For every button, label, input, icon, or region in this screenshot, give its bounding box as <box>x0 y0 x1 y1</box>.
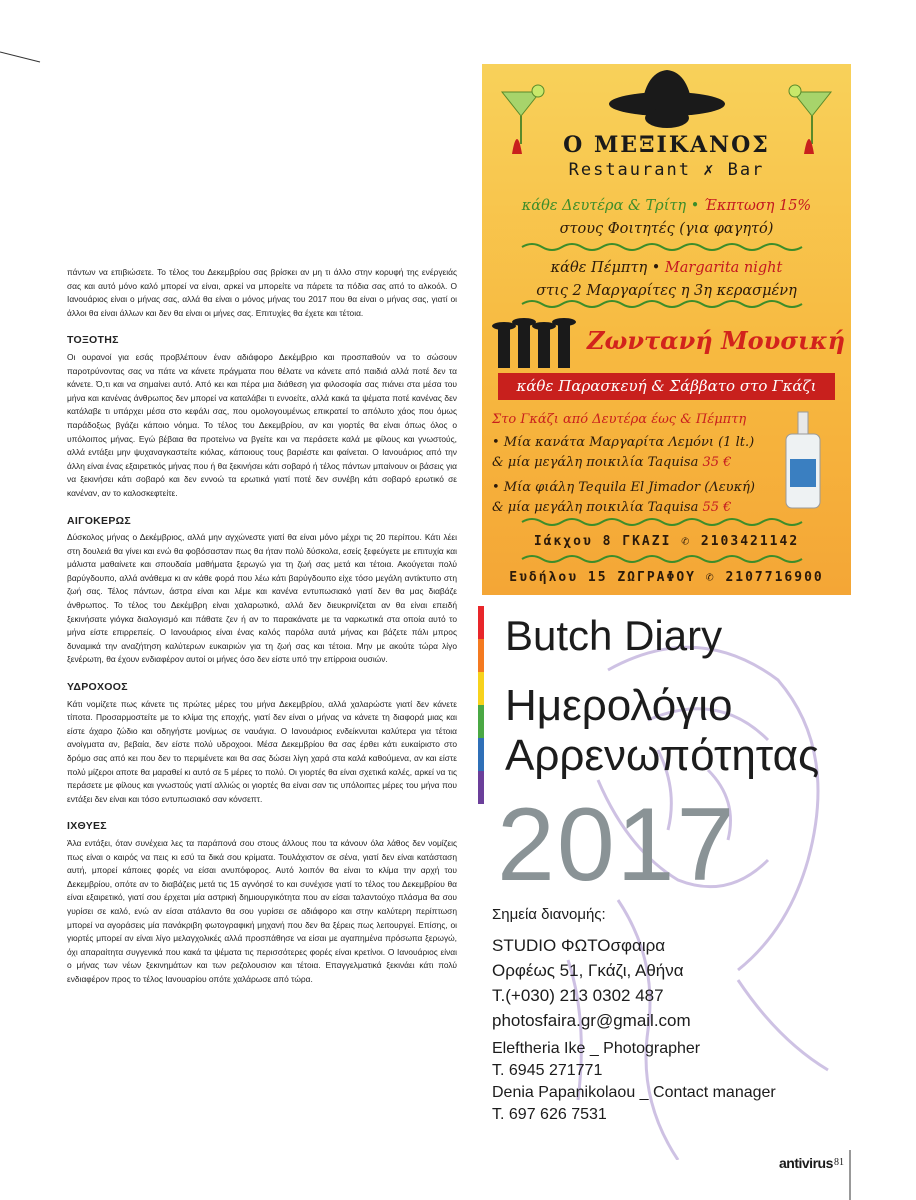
promo-line-3 <box>482 260 851 276</box>
photographer-name: Eleftheria Ike _ Photographer <box>492 1040 701 1057</box>
page-number: 81 <box>834 1157 844 1168</box>
greek-title-line-1: Ημερολόγιο <box>505 681 733 730</box>
aquarius-text: Κάτι νομίζετε πως κάνετε τις πρώτες μέρες του μήνα Δεκεμβρίου, αλλά χαλαρώστε γιατί δεν κάνετε τίποτα. Προσαρμοστείτε με το κλίμα της εποχής, γιατί δεν είναι ο μήνας να κάνετε τη διαφορά μιας και είστε άχαρο ζώδιο και οδηγήστε μονίμως σε ναυάγια. Ο Ιανουάριος ενδείκνυται καλύτερα για τέτοια ανοίγματα αν, βεβαία, δεν είστε πολύ υδροχοοι. Μέσα Δεκεμβρίου θα σας έρθει κάτι ευκαίριστο στο δρόμο σας από κει που δεν το περιμένετε και θα σας δώσει λίγη χαρά στα καλά καθούμενα, αν και είστε πολύ μίζεροι αποτε θα μαραθεί κι αυτό σε 5 μέρες το πολύ. Οι γιορτές θα είναι σχετικά καλές, αρκεί να τις περάσετε με φίλους και γνωστούς γιατί αλλιώς οι γιορτές θα είναι σαν τις υπόλοιπες μέρες του μήνα που εντάξει δεν είναι και τόσο εντυπωσιακό σαν κόνσεπτ. <box>67 698 457 804</box>
promo-margarita: Margarita night <box>664 260 783 276</box>
offer-1-line-2 <box>492 455 731 470</box>
offer-1-line-1: • Μία κανάτα Μαργαρίτα Λεμόνι (1 lt.) <box>492 435 755 450</box>
horoscope-column <box>67 266 457 987</box>
footer-rule <box>849 1150 853 1200</box>
address-gazi: Ιάκχου 8 ΓΚΑΖΙ ✆ 2103421142 <box>533 534 800 549</box>
capricorn-heading: ΑΙΓΟΚΕΡΩΣ <box>67 514 131 527</box>
mariachi-band-icon <box>492 318 576 368</box>
photographer-phone: Τ. 6945 271771 <box>492 1062 603 1079</box>
promo-line-1 <box>482 198 851 214</box>
address-zografou: Ευδήλου 15 ΖΩΓΡΑΦΟΥ ✆ 2107716900 <box>509 570 824 585</box>
aquarius-heading: ΥΔΡΟΧΟΟΣ <box>67 681 128 694</box>
pisces-heading: ΙΧΘΥΕΣ <box>67 820 107 833</box>
promo-line-4: στις 2 Μαργαρίτες η 3η κερασμένη <box>536 283 797 299</box>
studio-address: Ορφέως 51, Γκάζι, Αθήνα <box>492 961 684 980</box>
sagittarius-heading: ΤΟΞΟΤΗΣ <box>67 334 119 347</box>
magazine-logo: antivirus <box>779 1155 833 1171</box>
corner-decoration <box>0 0 60 70</box>
sagittarius-text: Οι ουρανοί για εσάς προβλέπουν έναν αδιάφορο Δεκέμβριο και προσπαθούν να το σώσουν παροτρύνοντας σας να πάτε να κάνετε πράγματα που θέλατε να κάνετε από παιδιά αλλά ποτέ δεν τα κάνετε. Ό,τι και να σημαίνει αυτό. Από κει και πέρα μια διάθεση για φιλοσοφία σας πιάνει στα μέσα του μήνα και κανένας άνθρωπος δεν μπορεί να καταλάβει τι εννοείτε, αλλά κακά τα ψέματα ποτέ κανένας δεν κατάλαβε τι υπάρχει μέσα στο κεφάλι σας, που ομολογουμένως επικρατεί το απόλυτο χάος που όμως παράδοξως βγάζει κάποιο νόημα. Το τέλος του Δεκεμβρίου, αν και γιορτές θα είναι όπως όλος ο υπόλοιπος μήνας. Εγώ βέβαια θα προτείνω να βγείτε και να περάσετε καλά με φίλους και γνωστούς, αλλά εντάξει μην ψυχαναγκαστείτε κιόλας, κάποιους τους βαριέστε και φαίνεται. Ο Ιανουάριος από την άλλη είναι ένας εξαιρετικός μήνας που ή θα ξεκινήσει κάτι σοβαρό ή τέλος πάντων μπαίνουν οι βάσεις για να ξεκινήσει κάτι σοβαρό και δεν εννοώ τα ερωτικά γιατί ποτέ δεν συνέβη κάτι σοβαρό ερωτικό σε κανέναν, αν το καλοσκεφτείτε. <box>67 351 457 498</box>
restaurant-name: Ο ΜΕΞΙΚΑΝΟΣ <box>563 132 770 158</box>
offer-2-text: & μία μεγάλη ποικιλία Taquisa <box>492 500 699 515</box>
promo-discount: Έκπτωση 15% <box>703 198 812 214</box>
distribution-label: Σημεία διανομής: <box>492 906 606 923</box>
manager-phone: Τ. 697 626 7531 <box>492 1106 607 1123</box>
intro-paragraph: πάντων να επιβιώσετε. Το τέλος του Δεκεμβρίου σας βρίσκει αν μη τι άλλο στην κορυφή της ενέργειάς σας και αυτό μόνο καλό μπορεί να είναι, αρκεί να μπορείτε να πάρετε τα πόδια σας από το αλκοόλ. Ο Ιανουάριος είναι ο μήνας σας, αλλά θα είναι ο μόνος μήνας του 2017 που θα είναι ο μήνας σας, γιατί οι άλλοι θα είναι άλλων και δεν θα είναι οι μήνες σας. Επιτυχίες θα έχετε και τέτοια. <box>67 267 457 318</box>
studio-email: photosfaira.gr@gmail.com <box>492 1011 691 1030</box>
offer-1-text: & μία μεγάλη ποικιλία Taquisa <box>492 455 699 470</box>
year-label: 2017 <box>497 787 737 903</box>
promo-days: κάθε Δευτέρα & Τρίτη • <box>521 198 700 214</box>
offer-2-price: 55 € <box>702 500 732 515</box>
restaurant-subtitle: Restaurant ✗ Bar <box>568 160 765 180</box>
studio-name: STUDIO ΦΩΤΟσφαιρα <box>492 936 666 955</box>
gazi-days: Στο Γκάζι από Δευτέρα έως & Πέμπτη <box>492 412 747 427</box>
pisces-text: Άλα εντάξει, όταν συνέχεια λες τα παράπονά σου στους άλλους που τα κάνουν όλα λάθος δεν νομίζεις πως είναι ο καιρός να πεις κι εσύ τα δικά σου κρίματα. Τουλάχιστον σε σένα, γιατί δεν είναι κατάσταση αυτή, μπορεί κάποιες φορές να είσαι ανυπόφορος. Αυτό λοιπόν θα είναι το κλίμα την αρχή του Δεκεμβρίου, οπότε αν το διαβάζεις μετά τις 15 αγνόησέ το και συνέχισε γιατί το τέλος του Δεκεμβρίου θα είναι εξαιρετικό, γιατί σου έρχεται μία αστρική δημιουργικότητα που αν είσαι ταλαντούχο πλάσμα θα σου γυρίσει σε καλό, ενώ αν είσαι ατάλαντο θα σου γυρίσει σε αδιάφορο και στην καλύτερη περίπτωση μπορεί να αγοράσεις μία πανάκριβη φωτογραφική μηχανή που δεν θα ξέρεις πως λειτουργεί. Επίσης, οι γιορτές μπορεί αν είναι λίγο μελαγχολικές αλλά προσπάθησε να είσαι με αγαπημένα πρόσωπα ξερωγώ, όχι απαραίτητα συγγενικά που κακά τα ψέματα τις περισσότερες φορές είναι κρετίνοι. Ο Ιανουάριος είναι ο μήνας των νέων ξεκινημάτων και των ρεζολουσιον και τέτοια. Επαγγελματικά ξεκινάει κάτι πολύ ενδιαφέρον προς το τέλος Ιανουαρίου οπότε χαλάρωσε από τώρα. <box>67 837 457 984</box>
capricorn-text: Δύσκολος μήνας ο Δεκέμβριος, αλλά μην αγχώνεστε γιατί θα είναι μόνο μέχρι τις 20 περίπου. Κάτι λέει στη δουλειά θα γίνει και ενώ θα φοβόσασταν πως θα ήταν πολύ δύσκολα, εσείς ξεφεύγετε με επιτυχία και μάλιστα μαθαίνετε και σπουδαία μαθήματα ξερωγώ για τη ζωή σας μετά και τέτοια. Ακούγεται πολύ βαρύγδουπο, αλλά ανάθεμα κι αν κάθε φορά που λέω κάτι βαρύγδουπο είχε τόσο μεγάλη αντίκτυπο στη ζωή σας. Τέλος πάντων, άστρα είναι και λέμε και κανένα εντυπωσιακό γιατί δεν θα μας διαβάζε άνθρωπος. Το τέλος του Δεκέμβρη είναι χαλαρωτικό, αλλά δεν διευκρινίζεται αν θα είναι επειδή ξεκινήσατε γιόγκα διαλογισμό και πάθατε ζεν ή αν το παρακάνατε με τα ναρκωτικά στα οποία αυτό το μήνα είστε επιρρεπείς. Ο Ιανουάριος είναι ένας καλός παρόλα αυτά μήνας και βάζετε πάλι μπρος δυναμικά την αναζήτηση καλύτερων ευκαιριών για τη ζωή σας και τέτοια. Μην με ακούτε τώρα λίγο ξενέρωτη, θα έχουν ενδιαφέρον αυτοί οι μήνες όσο δεν είστε υπό την επίρροια ουσιών. <box>67 532 457 665</box>
live-music-title: Ζωντανή Μουσική <box>587 326 846 355</box>
restaurant-ad <box>482 64 851 595</box>
manager-name: Denia Papanikolaou _ Contact manager <box>492 1084 776 1101</box>
promo-line-2: στους Φοιτητές (για φαγητό) <box>559 221 774 237</box>
offer-2-line-1: • Μία φιάλη Tequila El Jimador (Λευκή) <box>492 480 755 495</box>
greek-title-line-2: Αρρενωπότητας <box>505 731 820 780</box>
butch-diary-title: Butch Diary <box>505 612 723 659</box>
tequila-bottle-icon <box>786 412 820 508</box>
offer-2-line-2 <box>492 500 731 515</box>
sombrero-icon <box>609 70 725 128</box>
offer-1-price: 35 € <box>702 455 732 470</box>
weekend-banner: κάθε Παρασκευή & Σάββατο στο Γκάζι <box>498 373 835 400</box>
promo-thursday: κάθε Πέμπτη • <box>550 260 661 276</box>
studio-phone: Τ.(+030) 213 0302 487 <box>492 986 664 1005</box>
